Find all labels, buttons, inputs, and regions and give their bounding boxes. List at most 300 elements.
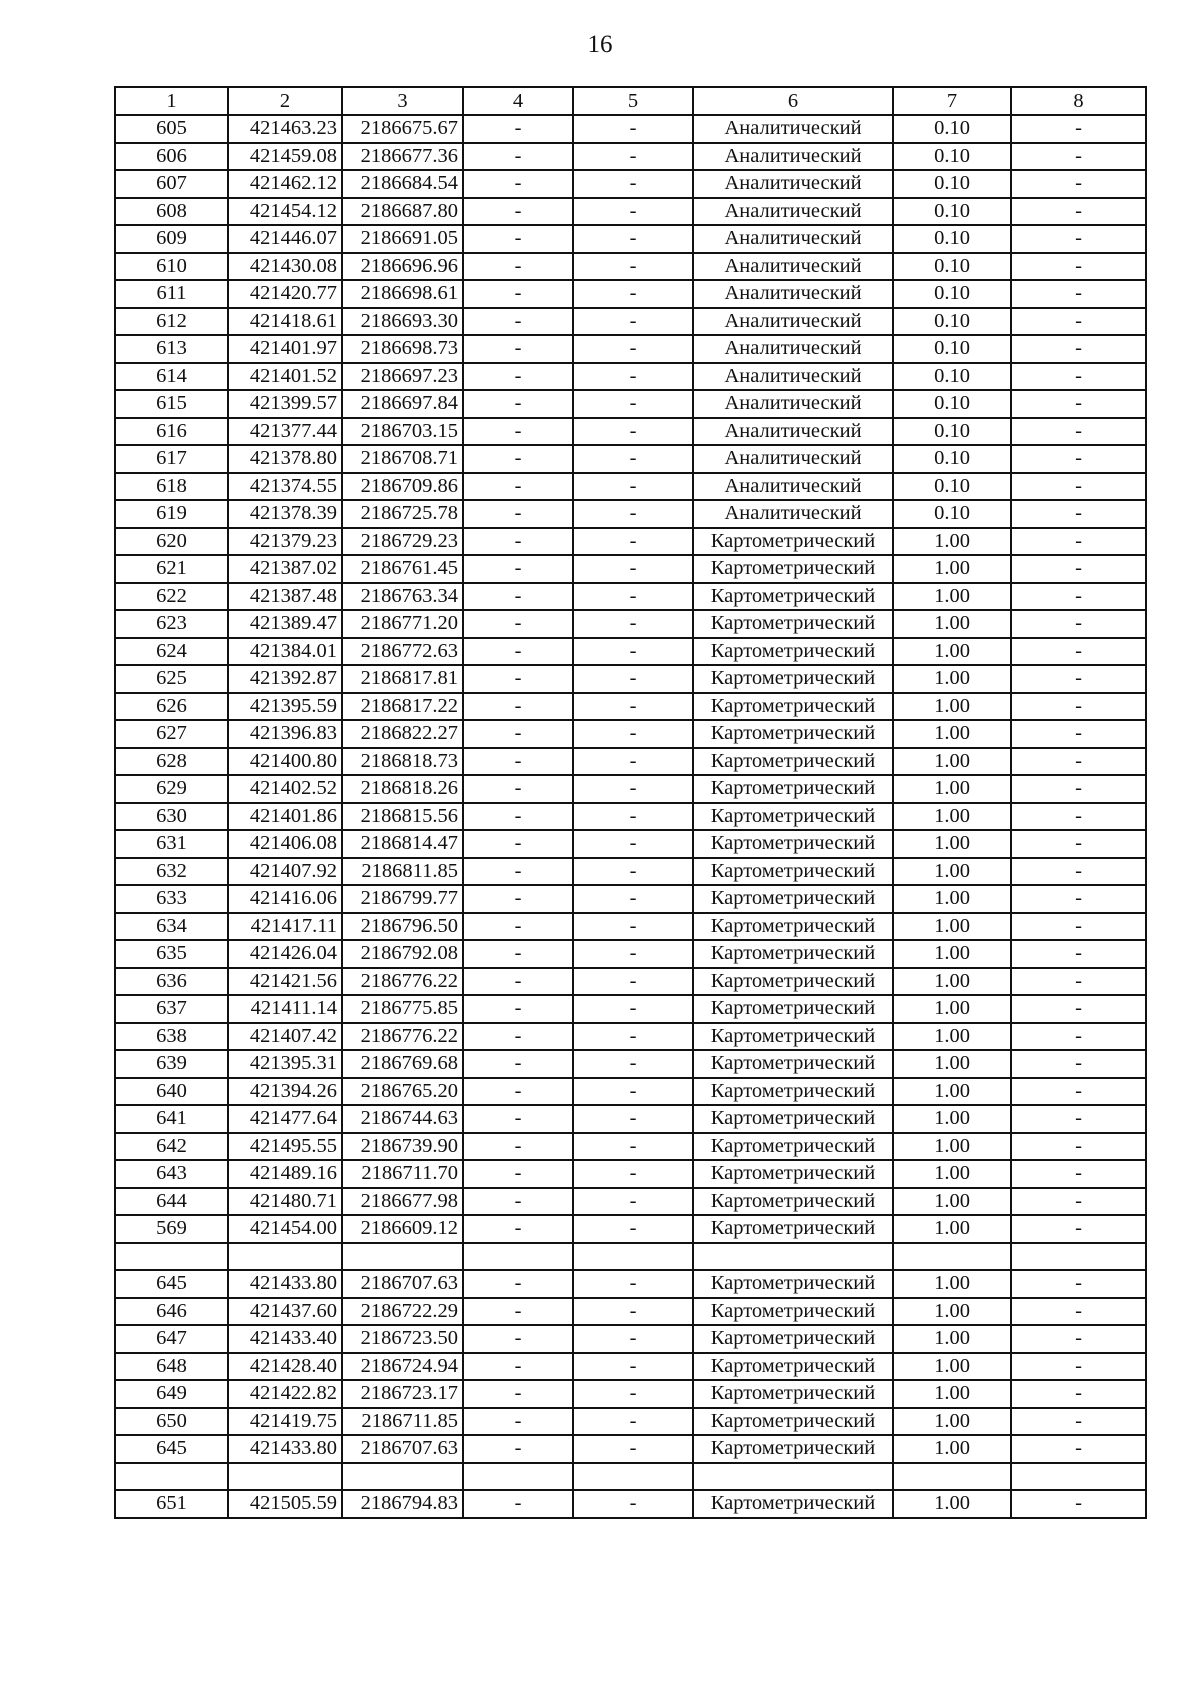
method-cell: Картометрический — [693, 1435, 893, 1463]
column-5-cell: - — [573, 225, 693, 253]
column-4-cell: - — [463, 1490, 573, 1518]
point-number-cell: 622 — [115, 583, 228, 611]
point-number-cell: 616 — [115, 418, 228, 446]
method-cell: Картометрический — [693, 1160, 893, 1188]
point-number-cell: 646 — [115, 1298, 228, 1326]
column-4-cell: - — [463, 1325, 573, 1353]
x-coordinate-cell: 421446.07 — [228, 225, 342, 253]
column-5-cell: - — [573, 1050, 693, 1078]
method-cell: Аналитический — [693, 225, 893, 253]
column-4-cell: - — [463, 1408, 573, 1436]
column-8-cell: - — [1011, 913, 1146, 941]
column-4-cell: - — [463, 913, 573, 941]
point-number-cell: 647 — [115, 1325, 228, 1353]
table-blank-row — [115, 1243, 1146, 1271]
point-number-cell: 617 — [115, 445, 228, 473]
y-coordinate-cell: 2186711.85 — [342, 1408, 463, 1436]
method-cell: Аналитический — [693, 418, 893, 446]
column-4-cell: - — [463, 665, 573, 693]
method-cell: Картометрический — [693, 555, 893, 583]
column-8-cell: - — [1011, 583, 1146, 611]
column-8-cell — [1011, 1463, 1146, 1491]
x-coordinate-cell: 421394.26 — [228, 1078, 342, 1106]
point-number-cell: 627 — [115, 720, 228, 748]
column-5-cell: - — [573, 1380, 693, 1408]
column-8-cell: - — [1011, 335, 1146, 363]
column-5-cell: - — [573, 995, 693, 1023]
point-number-cell: 634 — [115, 913, 228, 941]
table-row — [115, 940, 1146, 968]
y-coordinate-cell: 2186771.20 — [342, 610, 463, 638]
column-5-cell: - — [573, 253, 693, 281]
point-number-cell: 618 — [115, 473, 228, 501]
y-coordinate-cell: 2186761.45 — [342, 555, 463, 583]
method-cell: Картометрический — [693, 913, 893, 941]
y-coordinate-cell: 2186703.15 — [342, 418, 463, 446]
column-header-7: 7 — [893, 87, 1011, 115]
y-coordinate-cell: 2186775.85 — [342, 995, 463, 1023]
x-coordinate-cell: 421407.42 — [228, 1023, 342, 1051]
column-4-cell: - — [463, 1050, 573, 1078]
table-row — [115, 1298, 1146, 1326]
method-cell: Картометрический — [693, 693, 893, 721]
column-4-cell: - — [463, 583, 573, 611]
y-coordinate-cell: 2186708.71 — [342, 445, 463, 473]
y-coordinate-cell: 2186794.83 — [342, 1490, 463, 1518]
table-row — [115, 335, 1146, 363]
method-cell: Картометрический — [693, 885, 893, 913]
column-5-cell — [573, 1463, 693, 1491]
column-8-cell: - — [1011, 638, 1146, 666]
column-8-cell: - — [1011, 940, 1146, 968]
accuracy-cell: 0.10 — [893, 390, 1011, 418]
y-coordinate-cell: 2186769.68 — [342, 1050, 463, 1078]
x-coordinate-cell: 421378.39 — [228, 500, 342, 528]
accuracy-cell: 1.00 — [893, 720, 1011, 748]
point-number-cell: 641 — [115, 1105, 228, 1133]
y-coordinate-cell: 2186723.50 — [342, 1325, 463, 1353]
point-number-cell: 644 — [115, 1188, 228, 1216]
column-5-cell: - — [573, 363, 693, 391]
method-cell: Картометрический — [693, 1353, 893, 1381]
column-5-cell: - — [573, 1490, 693, 1518]
accuracy-cell: 0.10 — [893, 170, 1011, 198]
accuracy-cell: 0.10 — [893, 308, 1011, 336]
column-8-cell: - — [1011, 1023, 1146, 1051]
method-cell: Картометрический — [693, 858, 893, 886]
method-cell: Аналитический — [693, 390, 893, 418]
y-coordinate-cell: 2186711.70 — [342, 1160, 463, 1188]
method-cell: Картометрический — [693, 1050, 893, 1078]
accuracy-cell: 1.00 — [893, 665, 1011, 693]
method-cell: Аналитический — [693, 170, 893, 198]
table-row — [115, 308, 1146, 336]
point-number-cell: 569 — [115, 1215, 228, 1243]
table-row — [115, 473, 1146, 501]
column-4-cell: - — [463, 1078, 573, 1106]
column-4-cell: - — [463, 1215, 573, 1243]
y-coordinate-cell: 2186684.54 — [342, 170, 463, 198]
column-5-cell: - — [573, 610, 693, 638]
x-coordinate-cell: 421400.80 — [228, 748, 342, 776]
method-cell: Картометрический — [693, 830, 893, 858]
method-cell: Аналитический — [693, 253, 893, 281]
column-8-cell: - — [1011, 198, 1146, 226]
column-8-cell: - — [1011, 473, 1146, 501]
point-number-cell: 640 — [115, 1078, 228, 1106]
accuracy-cell: 1.00 — [893, 1325, 1011, 1353]
accuracy-cell: 1.00 — [893, 1298, 1011, 1326]
column-5-cell: - — [573, 1325, 693, 1353]
point-number-cell: 639 — [115, 1050, 228, 1078]
column-8-cell: - — [1011, 115, 1146, 143]
x-coordinate-cell: 421463.23 — [228, 115, 342, 143]
y-coordinate-cell: 2186687.80 — [342, 198, 463, 226]
method-cell: Картометрический — [693, 528, 893, 556]
x-coordinate-cell: 421387.02 — [228, 555, 342, 583]
x-coordinate-cell: 421433.40 — [228, 1325, 342, 1353]
table-row — [115, 610, 1146, 638]
column-8-cell: - — [1011, 1298, 1146, 1326]
y-coordinate-cell: 2186729.23 — [342, 528, 463, 556]
x-coordinate-cell: 421392.87 — [228, 665, 342, 693]
accuracy-cell: 1.00 — [893, 1490, 1011, 1518]
table-row — [115, 1105, 1146, 1133]
accuracy-cell: 1.00 — [893, 1215, 1011, 1243]
y-coordinate-cell: 2186792.08 — [342, 940, 463, 968]
table-row — [115, 363, 1146, 391]
table-row — [115, 1270, 1146, 1298]
accuracy-cell — [893, 1463, 1011, 1491]
method-cell: Картометрический — [693, 1078, 893, 1106]
column-8-cell: - — [1011, 665, 1146, 693]
accuracy-cell: 1.00 — [893, 1380, 1011, 1408]
column-4-cell: - — [463, 693, 573, 721]
table-row — [115, 115, 1146, 143]
column-5-cell: - — [573, 885, 693, 913]
column-4-cell: - — [463, 1105, 573, 1133]
column-8-cell: - — [1011, 803, 1146, 831]
accuracy-cell: 1.00 — [893, 913, 1011, 941]
x-coordinate-cell: 421377.44 — [228, 418, 342, 446]
method-cell: Аналитический — [693, 280, 893, 308]
method-cell: Аналитический — [693, 445, 893, 473]
accuracy-cell: 0.10 — [893, 500, 1011, 528]
x-coordinate-cell: 421420.77 — [228, 280, 342, 308]
table-row — [115, 1078, 1146, 1106]
column-5-cell: - — [573, 1353, 693, 1381]
y-coordinate-cell: 2186814.47 — [342, 830, 463, 858]
point-number-cell: 631 — [115, 830, 228, 858]
point-number-cell: 637 — [115, 995, 228, 1023]
accuracy-cell: 0.10 — [893, 280, 1011, 308]
table-row — [115, 885, 1146, 913]
column-8-cell: - — [1011, 390, 1146, 418]
column-4-cell: - — [463, 830, 573, 858]
y-coordinate-cell: 2186818.26 — [342, 775, 463, 803]
column-5-cell: - — [573, 1408, 693, 1436]
column-8-cell: - — [1011, 968, 1146, 996]
point-number-cell: 605 — [115, 115, 228, 143]
y-coordinate-cell: 2186707.63 — [342, 1435, 463, 1463]
x-coordinate-cell: 421379.23 — [228, 528, 342, 556]
x-coordinate-cell: 421433.80 — [228, 1270, 342, 1298]
column-5-cell: - — [573, 473, 693, 501]
point-number-cell: 651 — [115, 1490, 228, 1518]
method-cell: Аналитический — [693, 115, 893, 143]
point-number-cell — [115, 1463, 228, 1491]
x-coordinate-cell: 421396.83 — [228, 720, 342, 748]
point-number-cell: 626 — [115, 693, 228, 721]
column-5-cell: - — [573, 528, 693, 556]
column-4-cell: - — [463, 253, 573, 281]
method-cell: Картометрический — [693, 638, 893, 666]
table-row — [115, 170, 1146, 198]
y-coordinate-cell: 2186817.22 — [342, 693, 463, 721]
x-coordinate-cell: 421462.12 — [228, 170, 342, 198]
column-8-cell: - — [1011, 1325, 1146, 1353]
accuracy-cell: 0.10 — [893, 143, 1011, 171]
table-row — [115, 390, 1146, 418]
accuracy-cell: 1.00 — [893, 528, 1011, 556]
point-number-cell: 629 — [115, 775, 228, 803]
accuracy-cell: 0.10 — [893, 445, 1011, 473]
x-coordinate-cell: 421428.40 — [228, 1353, 342, 1381]
y-coordinate-cell: 2186796.50 — [342, 913, 463, 941]
x-coordinate-cell: 421433.80 — [228, 1435, 342, 1463]
column-8-cell: - — [1011, 253, 1146, 281]
x-coordinate-cell: 421395.59 — [228, 693, 342, 721]
column-header-4: 4 — [463, 87, 573, 115]
accuracy-cell: 1.00 — [893, 940, 1011, 968]
table-row — [115, 225, 1146, 253]
y-coordinate-cell: 2186818.73 — [342, 748, 463, 776]
accuracy-cell: 1.00 — [893, 830, 1011, 858]
column-header-3: 3 — [342, 87, 463, 115]
x-coordinate-cell: 421454.00 — [228, 1215, 342, 1243]
column-4-cell: - — [463, 775, 573, 803]
column-4-cell: - — [463, 1270, 573, 1298]
column-8-cell: - — [1011, 610, 1146, 638]
column-4-cell: - — [463, 445, 573, 473]
column-4-cell — [463, 1463, 573, 1491]
method-cell: Аналитический — [693, 473, 893, 501]
accuracy-cell: 0.10 — [893, 418, 1011, 446]
table-row — [115, 1490, 1146, 1518]
x-coordinate-cell: 421411.14 — [228, 995, 342, 1023]
method-cell: Картометрический — [693, 775, 893, 803]
y-coordinate-cell: 2186691.05 — [342, 225, 463, 253]
column-5-cell: - — [573, 143, 693, 171]
column-8-cell: - — [1011, 143, 1146, 171]
table-row — [115, 1133, 1146, 1161]
column-8-cell: - — [1011, 170, 1146, 198]
column-4-cell: - — [463, 390, 573, 418]
accuracy-cell: 1.00 — [893, 1188, 1011, 1216]
column-4-cell: - — [463, 225, 573, 253]
column-4-cell: - — [463, 555, 573, 583]
accuracy-cell: 0.10 — [893, 253, 1011, 281]
table-row — [115, 500, 1146, 528]
column-5-cell: - — [573, 198, 693, 226]
accuracy-cell: 0.10 — [893, 363, 1011, 391]
x-coordinate-cell — [228, 1243, 342, 1271]
accuracy-cell: 0.10 — [893, 473, 1011, 501]
column-5-cell: - — [573, 638, 693, 666]
method-cell: Картометрический — [693, 748, 893, 776]
table-row — [115, 968, 1146, 996]
y-coordinate-cell: 2186698.61 — [342, 280, 463, 308]
y-coordinate-cell: 2186765.20 — [342, 1078, 463, 1106]
method-cell: Картометрический — [693, 1188, 893, 1216]
point-number-cell: 642 — [115, 1133, 228, 1161]
column-4-cell: - — [463, 308, 573, 336]
point-number-cell: 628 — [115, 748, 228, 776]
column-8-cell: - — [1011, 1050, 1146, 1078]
column-5-cell: - — [573, 1215, 693, 1243]
point-number-cell: 613 — [115, 335, 228, 363]
accuracy-cell: 0.10 — [893, 115, 1011, 143]
point-number-cell — [115, 1243, 228, 1271]
method-cell: Картометрический — [693, 583, 893, 611]
column-5-cell: - — [573, 968, 693, 996]
x-coordinate-cell: 421421.56 — [228, 968, 342, 996]
method-cell: Картометрический — [693, 1490, 893, 1518]
y-coordinate-cell: 2186675.67 — [342, 115, 463, 143]
x-coordinate-cell: 421416.06 — [228, 885, 342, 913]
column-8-cell: - — [1011, 363, 1146, 391]
y-coordinate-cell: 2186722.29 — [342, 1298, 463, 1326]
method-cell: Аналитический — [693, 143, 893, 171]
column-8-cell: - — [1011, 555, 1146, 583]
table-row — [115, 1050, 1146, 1078]
method-cell: Картометрический — [693, 803, 893, 831]
column-4-cell: - — [463, 1023, 573, 1051]
point-number-cell: 607 — [115, 170, 228, 198]
column-8-cell: - — [1011, 1078, 1146, 1106]
point-number-cell: 606 — [115, 143, 228, 171]
page-number: 16 — [587, 31, 613, 58]
table-row — [115, 528, 1146, 556]
column-5-cell: - — [573, 500, 693, 528]
point-number-cell: 649 — [115, 1380, 228, 1408]
table-row — [115, 1023, 1146, 1051]
y-coordinate-cell: 2186822.27 — [342, 720, 463, 748]
column-5-cell: - — [573, 858, 693, 886]
accuracy-cell: 1.00 — [893, 1270, 1011, 1298]
accuracy-cell: 0.10 — [893, 198, 1011, 226]
column-4-cell: - — [463, 280, 573, 308]
accuracy-cell: 1.00 — [893, 610, 1011, 638]
accuracy-cell — [893, 1243, 1011, 1271]
column-4-cell: - — [463, 500, 573, 528]
accuracy-cell: 1.00 — [893, 1160, 1011, 1188]
point-number-cell: 648 — [115, 1353, 228, 1381]
column-8-cell: - — [1011, 225, 1146, 253]
column-4-cell: - — [463, 995, 573, 1023]
column-5-cell — [573, 1243, 693, 1271]
table-row — [115, 1215, 1146, 1243]
point-number-cell: 650 — [115, 1408, 228, 1436]
y-coordinate-cell: 2186744.63 — [342, 1105, 463, 1133]
column-4-cell: - — [463, 968, 573, 996]
method-cell: Картометрический — [693, 1133, 893, 1161]
table-row — [115, 1160, 1146, 1188]
x-coordinate-cell: 421430.08 — [228, 253, 342, 281]
point-number-cell: 620 — [115, 528, 228, 556]
x-coordinate-cell: 421426.04 — [228, 940, 342, 968]
table-row — [115, 665, 1146, 693]
y-coordinate-cell: 2186817.81 — [342, 665, 463, 693]
column-5-cell: - — [573, 830, 693, 858]
column-8-cell: - — [1011, 280, 1146, 308]
column-8-cell: - — [1011, 528, 1146, 556]
method-cell: Картометрический — [693, 610, 893, 638]
table-row — [115, 803, 1146, 831]
x-coordinate-cell: 421495.55 — [228, 1133, 342, 1161]
column-5-cell: - — [573, 115, 693, 143]
column-5-cell: - — [573, 1023, 693, 1051]
x-coordinate-cell: 421401.97 — [228, 335, 342, 363]
column-5-cell: - — [573, 445, 693, 473]
column-4-cell: - — [463, 170, 573, 198]
x-coordinate-cell: 421419.75 — [228, 1408, 342, 1436]
column-header-2: 2 — [228, 87, 342, 115]
column-8-cell: - — [1011, 748, 1146, 776]
x-coordinate-cell: 421402.52 — [228, 775, 342, 803]
table-row — [115, 555, 1146, 583]
table-row — [115, 913, 1146, 941]
column-5-cell: - — [573, 1160, 693, 1188]
accuracy-cell: 1.00 — [893, 693, 1011, 721]
y-coordinate-cell: 2186815.56 — [342, 803, 463, 831]
method-cell: Аналитический — [693, 308, 893, 336]
table-row — [115, 1353, 1146, 1381]
method-cell: Аналитический — [693, 198, 893, 226]
y-coordinate-cell: 2186677.36 — [342, 143, 463, 171]
point-number-cell: 645 — [115, 1270, 228, 1298]
column-4-cell: - — [463, 1160, 573, 1188]
method-cell: Картометрический — [693, 1298, 893, 1326]
y-coordinate-cell: 2186724.94 — [342, 1353, 463, 1381]
accuracy-cell: 1.00 — [893, 1133, 1011, 1161]
column-5-cell: - — [573, 390, 693, 418]
column-8-cell: - — [1011, 1105, 1146, 1133]
column-4-cell: - — [463, 1435, 573, 1463]
column-8-cell: - — [1011, 1435, 1146, 1463]
method-cell — [693, 1243, 893, 1271]
point-number-cell: 643 — [115, 1160, 228, 1188]
column-5-cell: - — [573, 693, 693, 721]
accuracy-cell: 1.00 — [893, 748, 1011, 776]
point-number-cell: 624 — [115, 638, 228, 666]
point-number-cell: 632 — [115, 858, 228, 886]
column-4-cell: - — [463, 610, 573, 638]
column-5-cell: - — [573, 1078, 693, 1106]
accuracy-cell: 0.10 — [893, 335, 1011, 363]
column-4-cell: - — [463, 638, 573, 666]
column-header-5: 5 — [573, 87, 693, 115]
column-4-cell: - — [463, 858, 573, 886]
column-8-cell: - — [1011, 1490, 1146, 1518]
method-cell: Картометрический — [693, 1105, 893, 1133]
table-row — [115, 858, 1146, 886]
column-5-cell: - — [573, 1133, 693, 1161]
accuracy-cell: 1.00 — [893, 968, 1011, 996]
method-cell: Картометрический — [693, 665, 893, 693]
table-row — [115, 1380, 1146, 1408]
method-cell: Аналитический — [693, 500, 893, 528]
